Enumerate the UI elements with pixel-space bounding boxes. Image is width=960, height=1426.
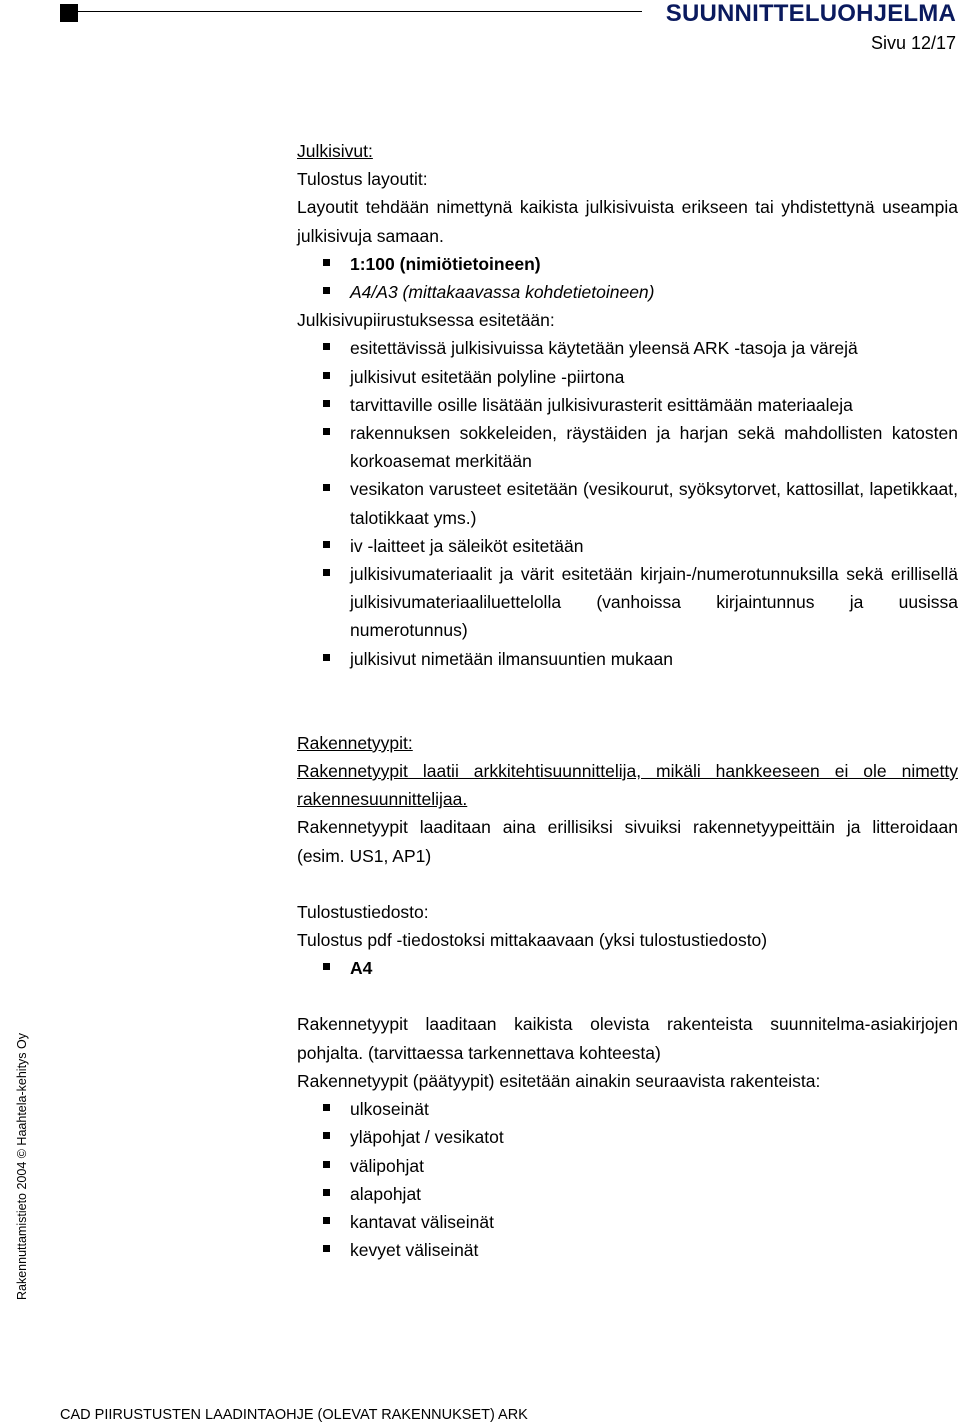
list-item: 1:100 (nimiötietoineen) — [350, 250, 958, 278]
section-heading-julkisivut: Julkisivut: — [297, 141, 373, 161]
footer-text: CAD PIIRUSTUSTEN LAADINTAOHJE (OLEVAT RAKENNUKSET) ARK — [60, 1407, 528, 1423]
header-square-mark — [60, 4, 78, 22]
paragraph-lead: Julkisivupiirustuksessa esitetään: — [297, 310, 555, 331]
paragraph-tulostus-pdf: Tulostus pdf -tiedostoksi mittakaavaan (yksi tulostustiedosto) — [297, 930, 768, 951]
list-item: julkisivumateriaalit ja värit esitetään kirjain-/numerotunnuksilla sekä erillisellä julkisivumateriaaliluettelolla (vanhoissa kirjaintunnus ja uusissa numerotunnus) — [350, 560, 958, 645]
list-item: tarvittaville osille lisätään julkisivurasterit esittämään materiaaleja — [350, 391, 958, 419]
list-item: alapohjat — [350, 1180, 958, 1208]
list-item: A4/A3 (mittakaavassa kohdetietoineen) — [350, 278, 958, 306]
list-item: yläpohjat / vesikatot — [350, 1123, 958, 1151]
page-number: Sivu 12/17 — [870, 33, 956, 53]
list-item: julkisivut nimetään ilmansuuntien mukaan — [350, 645, 958, 673]
section-heading-rakennetyypit: Rakennetyypit: — [297, 732, 413, 753]
page-content — [297, 137, 958, 1264]
section-heading-tulostustiedosto: Tulostustiedosto: — [297, 901, 429, 922]
list-item: A4 — [350, 954, 958, 982]
list-item: vesikaton varusteet esitetään (vesikourut, syöksytorvet, kattosillat, lapetikkaat, talotikkaat yms.) — [350, 475, 958, 531]
side-copyright-text: Rakennuttamistieto 2004 © Haahtela-kehitys Oy — [15, 1033, 29, 1300]
paragraph-rakennetyypit-laaditaan: Rakennetyypit laaditaan aina erillisiksi sivuiksi rakennetyypeittäin ja litteroidaan (esim. US1, AP1) — [297, 817, 958, 866]
list-item: ulkoseinät — [350, 1095, 958, 1123]
paragraph-rakennetyypit-laatii: Rakennetyypit laatii arkkitehtisuunnittelija, mikäli hankkeeseen ei ole nimetty rakennesuunnittelijaa. — [297, 761, 958, 810]
document-title: SUUNNITTELUOHJELMA — [665, 0, 956, 27]
list-item: kevyet väliseinät — [350, 1236, 958, 1264]
header-rule — [78, 11, 642, 12]
structure-types-list — [297, 1095, 958, 1264]
list-item: kantavat väliseinät — [350, 1208, 958, 1236]
layout-scale-list — [297, 250, 958, 306]
list-item: iv -laitteet ja säleiköt esitetään — [350, 532, 958, 560]
julkisivu-rules-list — [297, 334, 958, 672]
print-format-list — [297, 954, 958, 982]
list-item: esitettävissä julkisivuissa käytetään yleensä ARK -tasoja ja värejä — [350, 334, 958, 362]
paragraph-rakennetyypit-kaikista: Rakennetyypit laaditaan kaikista olevista rakenteista suunnitelma-asiakirjojen pohjalta. (tarvittaessa tarkennettava kohteesta) — [297, 1014, 958, 1063]
paragraph-paatyypit: Rakennetyypit (päätyypit) esitetään ainakin seuraavista rakenteista: — [297, 1070, 821, 1091]
list-item: rakennuksen sokkeleiden, räystäiden ja harjan sekä mahdollisten katosten korkoasemat merkitään — [350, 419, 958, 475]
list-item: välipohjat — [350, 1152, 958, 1180]
list-item: julkisivut esitetään polyline -piirtona — [350, 363, 958, 391]
paragraph-layoutit: Layoutit tehdään nimettynä kaikista julkisivuista erikseen tai yhdistettynä useampia julkisivuja samaan. — [297, 197, 958, 246]
subheading-tulostus-layoutit: Tulostus layoutit: — [297, 169, 428, 190]
